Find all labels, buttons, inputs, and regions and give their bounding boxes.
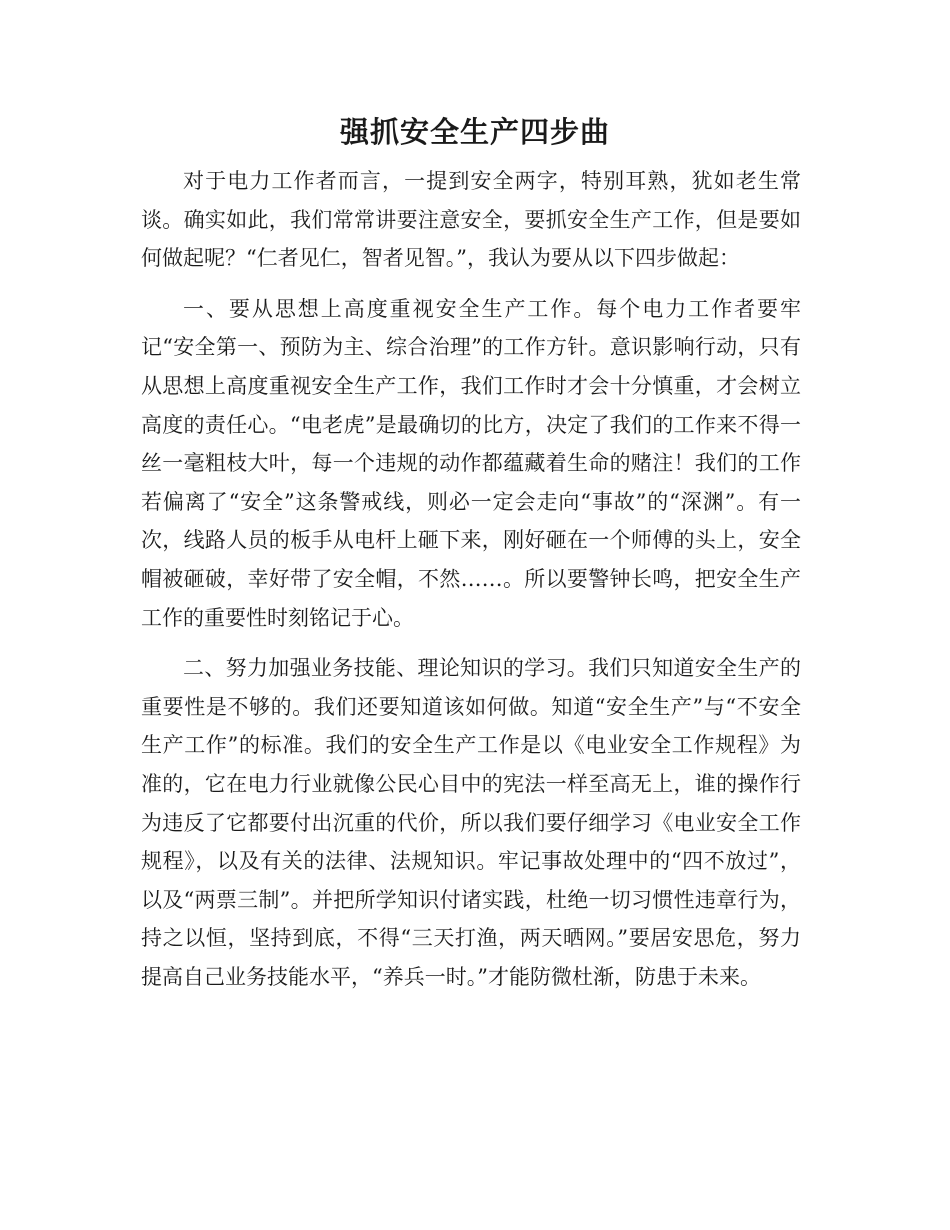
document-body [141, 162, 801, 996]
document-title: 强抓安全生产四步曲 [339, 115, 610, 149]
paragraph-step-one: 一、要从思想上高度重视安全生产工作。每个电力工作者要牢记“安全第一、预防为主、综合治理”的工作方针。意识影响行动，只有从思想上高度重视安全生产工作，我们工作时才会十分慎重，才会树立高度的责任心。“电老虎”是最确切的比方，决定了我们的工作来不得一丝一毫粗枝大叶，每一个违规的动作都蕴藏着生命的赌注！我们的工作若偏离了“安全”这条警戒线，则必一定会走向“事故”的“深渊”。有一次，线路人员的板手从电杆上砸下来，刚好砸在一个师傅的头上，安全帽被砸破，幸好带了安全帽，不然……。所以要警钟长鸣，把安全生产工作的重要性时刻铭记于心。 [141, 296, 801, 630]
paragraph-intro: 对于电力工作者而言，一提到安全两字，特别耳熟，犹如老生常谈。确实如此，我们常常讲要注意安全，要抓安全生产工作，但是要如何做起呢？“仁者见仁，智者见智。”，我认为要从以下四步做起： [141, 169, 801, 271]
paragraph-step-two: 二、努力加强业务技能、理论知识的学习。我们只知道安全生产的重要性是不够的。我们还要知道该如何做。知道“安全生产”与“不安全生产工作”的标准。我们的安全生产工作是以《电业安全工作规程》为准的，它在电力行业就像公民心目中的宪法一样至高无上，谁的操作行为违反了它都要付出沉重的代价，所以我们要仔细学习《电业安全工作规程》，以及有关的法律、法规知识。牢记事故处理中的“四不放过”，以及“两票三制”。并把所学知识付诸实践，杜绝一切习惯性违章行为，持之以恒，坚持到底，不得“三天打渔，两天晒网。”要居安思危，努力提高自己业务技能水平，“养兵一时。”才能防微杜渐，防患于未来。 [141, 656, 801, 989]
